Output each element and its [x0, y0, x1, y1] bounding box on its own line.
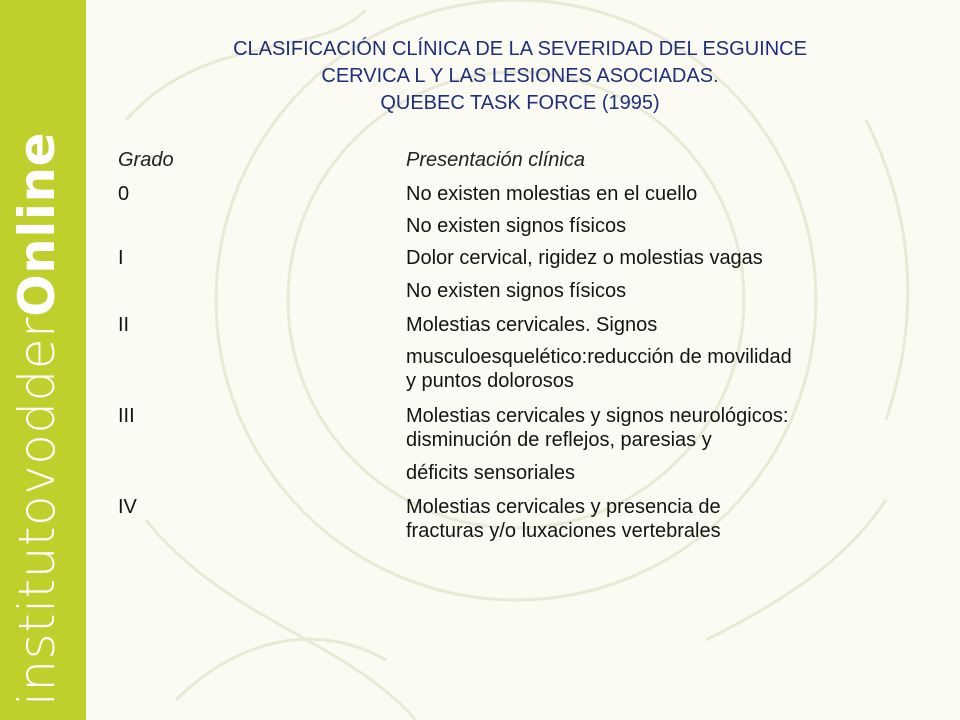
page-title	[130, 36, 910, 117]
grade-cell: I	[118, 247, 124, 269]
brand-logo	[7, 132, 67, 706]
title-line-2: CERVICA L Y LAS LESIONES ASOCIADAS.	[321, 65, 719, 87]
presentation-cell: No existen signos físicos	[406, 280, 627, 302]
presentation-cell: Molestias cervicales y signos neurológicos:	[406, 405, 789, 427]
presentation-cell: disminución de reflejos, paresias y	[406, 429, 712, 451]
header-grade: Grado	[118, 149, 174, 171]
presentation-cell: y puntos dolorosos	[406, 370, 574, 392]
brand-sidebar	[0, 0, 86, 720]
brand-name-light: institutovodder	[8, 316, 66, 706]
presentation-cell: No existen signos físicos	[406, 215, 627, 237]
title-line-1: CLASIFICACIÓN CLÍNICA DE LA SEVERIDAD DEL ESGUINCE	[233, 38, 807, 60]
grade-cell: 0	[118, 183, 130, 205]
presentation-cell: Molestias cervicales. Signos	[406, 314, 658, 336]
presentation-cell: Molestias cervicales y presencia de	[406, 496, 721, 518]
presentation-cell: musculoesquelético:reducción de movilidad	[406, 346, 792, 368]
grade-cell: II	[118, 314, 130, 336]
brand-name-bold: Online	[8, 132, 66, 317]
presentation-cell: Dolor cervical, rigidez o molestias vagas	[406, 247, 763, 269]
grade-cell: IV	[118, 496, 137, 518]
presentation-cell: déficits sensoriales	[406, 462, 575, 484]
header-presentation: Presentación clínica	[406, 149, 585, 171]
title-line-3: QUEBEC TASK FORCE (1995)	[380, 92, 660, 114]
presentation-cell: No existen molestias en el cuello	[406, 183, 698, 205]
presentation-cell: fracturas y/o luxaciones vertebrales	[406, 520, 721, 542]
grade-cell: III	[118, 405, 135, 427]
